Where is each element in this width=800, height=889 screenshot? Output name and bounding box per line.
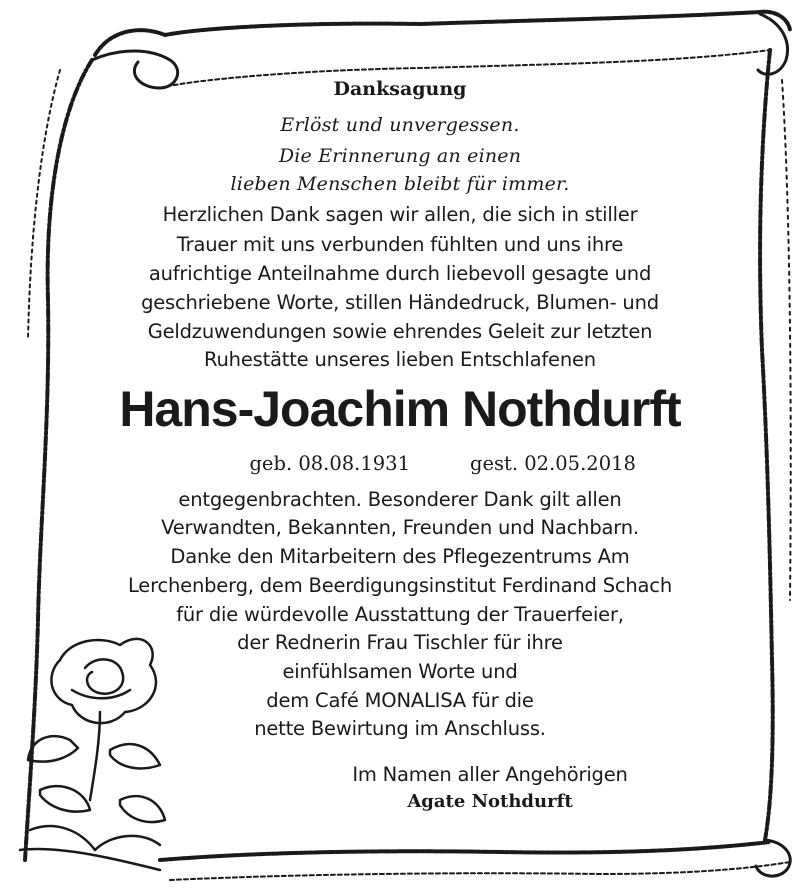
intro-line: Herzlichen Dank sagen wir allen, die sich in stiller: [162, 203, 638, 226]
motto-line: lieben Menschen bleibt für immer.: [230, 173, 570, 195]
intro-line: Trauer mit uns verbunden fühlten und uns ihre: [176, 233, 624, 256]
intro-line: Ruhestätte unseres lieben Entschlafenen: [204, 348, 596, 371]
deceased-name: Hans-Joachim Nothdurft: [119, 381, 681, 437]
thanks-line: entgegenbrachten. Besonderer Dank gilt allen: [178, 488, 622, 511]
intro-line: Geldzuwendungen sowie ehrendes Geleit zur letzten: [147, 320, 653, 343]
signature-name: Agate Nothdurft: [407, 791, 573, 812]
thanks-line: Lerchenberg, dem Beerdigungsinstitut Ferdinand Schach: [127, 574, 672, 597]
heading: Danksagung: [333, 78, 467, 100]
thanks-line: für die würdevolle Ausstattung der Trauerfeier,: [176, 603, 624, 626]
death-date-text: gest. 02.05.2018: [470, 452, 636, 475]
signature-intro: Im Namen aller Angehörigen: [352, 763, 628, 786]
thanks-line: dem Café MONALISA für die: [266, 689, 534, 712]
thanks-line: einfühlsamen Worte und: [282, 660, 518, 683]
thanks-line: Verwandten, Bekannten, Freunden und Nachbarn.: [161, 516, 639, 539]
thanks-line: der Rednerin Frau Tischler für ihre: [237, 631, 563, 654]
death-date: [410, 452, 650, 475]
motto-line: Die Erinnerung an einen: [278, 145, 522, 167]
birth-date: geb. 08.08.1931: [249, 452, 410, 475]
thanks-line: nette Bewirtung im Anschluss.: [254, 717, 546, 740]
thanks-line: Danke den Mitarbeitern des Pflegezentrums Am: [170, 545, 630, 568]
intro-line: aufrichtige Anteilnahme durch liebevoll gesagte und: [148, 262, 652, 285]
motto-line: Erlöst und unvergessen.: [280, 114, 520, 136]
intro-line: geschriebene Worte, stillen Händedruck, Blumen- und: [141, 291, 659, 314]
